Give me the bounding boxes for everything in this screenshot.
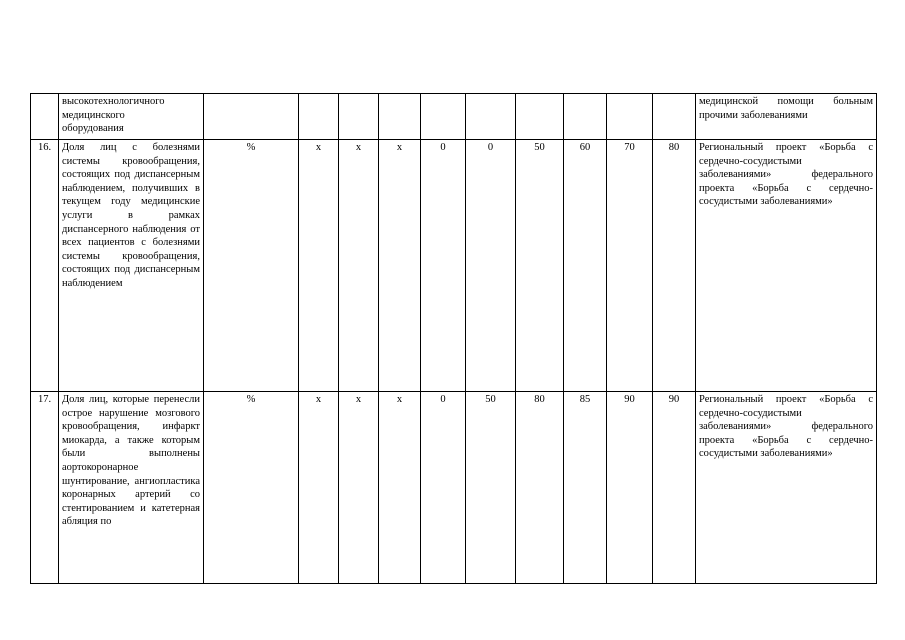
value-cell: 80: [516, 392, 564, 584]
row-number: [31, 94, 59, 140]
value-cell: х: [379, 140, 421, 392]
value-cell: [466, 94, 516, 140]
table-row: [31, 140, 877, 392]
value-cell: х: [339, 392, 379, 584]
table-row: [31, 392, 877, 584]
indicator-name: Доля лиц, которые перенесли острое нарушение мозгового кровообращения, инфаркт миокарда, а также которым были выполнены аортокоронарное шунтирование, ангиопластика коронарных артерий со стентированием и катетерная абляция по: [59, 392, 204, 584]
value-cell: 50: [516, 140, 564, 392]
indicator-name: Доля лиц с болезнями системы кровообращения, состоящих под диспансерным наблюдением, получивших в текущем году медицинские услуги в рамках диспансерного наблюдения от всех пациентов с болезнями системы кровообращения, состоящих под диспансерным наблюдением: [59, 140, 204, 392]
value-cell: х: [339, 140, 379, 392]
value-cell: [339, 94, 379, 140]
row-number: 17.: [31, 392, 59, 584]
value-cell: 70: [607, 140, 653, 392]
row-number: 16.: [31, 140, 59, 392]
value-cell: [516, 94, 564, 140]
table-row: [31, 94, 877, 140]
unit-cell: [204, 94, 299, 140]
value-cell: [421, 94, 466, 140]
indicators-table: [30, 93, 877, 584]
value-cell: [379, 94, 421, 140]
value-cell: [299, 94, 339, 140]
value-cell: [607, 94, 653, 140]
indicator-name: высокотехнологичного медицинского оборудования: [59, 94, 204, 140]
value-cell: 90: [653, 392, 696, 584]
source-cell: Региональный проект «Борьба с сердечно-сосудистыми заболеваниями» федерального проекта «Борьба с сердечно-сосудистыми заболеваниями»: [696, 140, 877, 392]
value-cell: 80: [653, 140, 696, 392]
value-cell: 0: [421, 392, 466, 584]
value-cell: 85: [564, 392, 607, 584]
source-cell: Региональный проект «Борьба с сердечно-сосудистыми заболеваниями» федерального проекта «Борьба с сердечно-сосудистыми заболеваниями»: [696, 392, 877, 584]
value-cell: х: [299, 140, 339, 392]
value-cell: 0: [466, 140, 516, 392]
value-cell: х: [299, 392, 339, 584]
value-cell: х: [379, 392, 421, 584]
source-cell: медицинской помощи больным прочими заболеваниями: [696, 94, 877, 140]
value-cell: 50: [466, 392, 516, 584]
unit-cell: %: [204, 392, 299, 584]
value-cell: [653, 94, 696, 140]
value-cell: 0: [421, 140, 466, 392]
value-cell: 90: [607, 392, 653, 584]
value-cell: 60: [564, 140, 607, 392]
value-cell: [564, 94, 607, 140]
unit-cell: %: [204, 140, 299, 392]
